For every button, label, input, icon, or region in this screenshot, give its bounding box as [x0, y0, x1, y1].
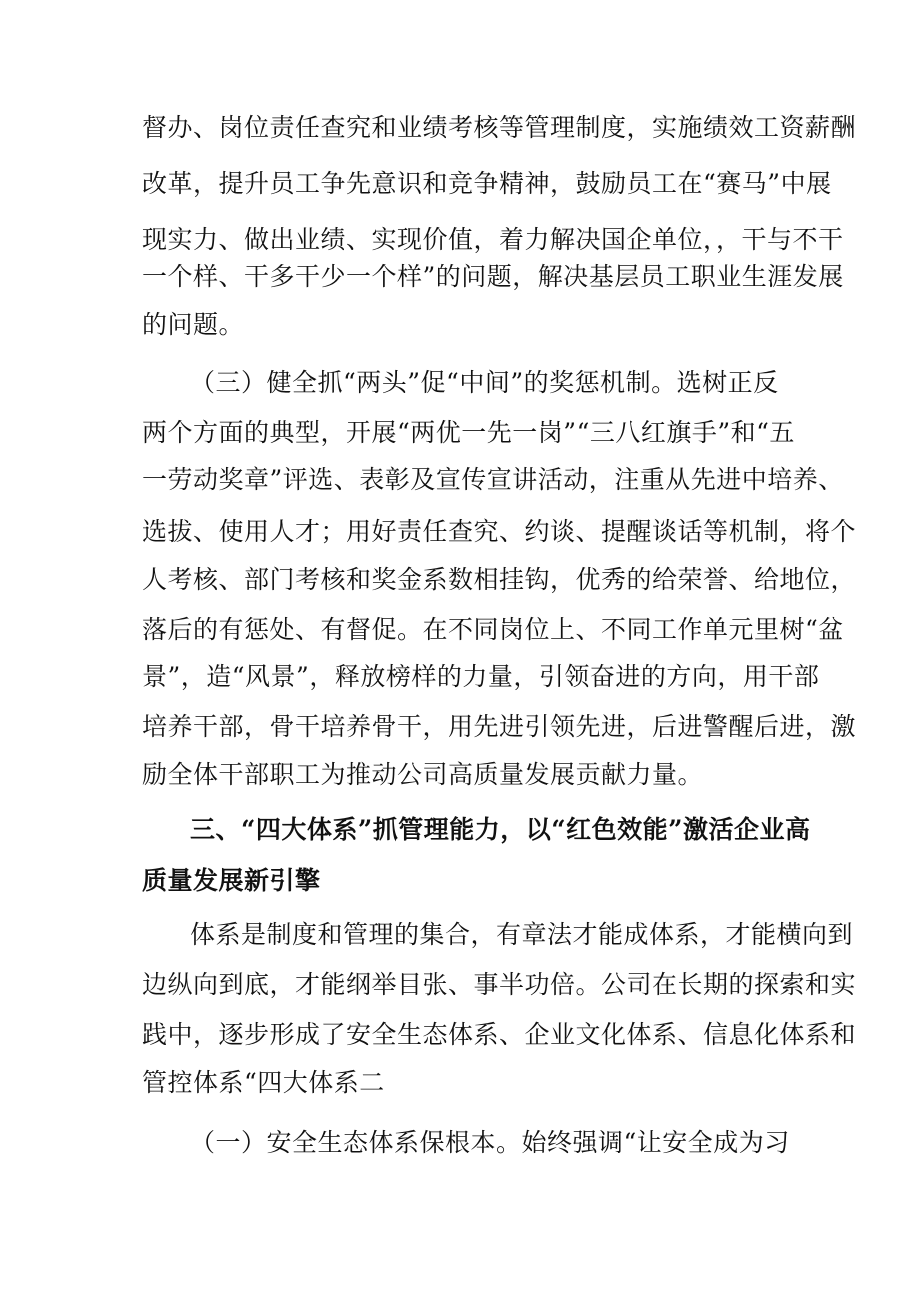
paragraph-line: 两个方面的典型，开展“两优一先一岗”“三八红旗手”和“五	[142, 418, 795, 447]
paragraph-line: 一个样、干多干少一个样”的问题，解决基层员工职业生涯发展	[142, 262, 844, 291]
paragraph-line: 培养干部，骨干培养骨干，用先进引领先进，后进警醒后进，激	[142, 712, 857, 741]
section-heading: 三、“四大体系”抓管理能力，以“红色效能”激活企业高	[190, 815, 811, 844]
paragraph-line: 景”，造“风景”，释放榜样的力量，引领奋进的方向，用干部	[142, 662, 820, 691]
paragraph-line: 体系是制度和管理的集合，有章法才能成体系，才能横向到	[190, 920, 854, 949]
paragraph-line: （一）安全生态体系保根本。始终强调“让安全成为习	[190, 1128, 790, 1157]
paragraph-line: 的问题。	[142, 310, 245, 339]
section-heading: 质量发展新引擎	[142, 866, 321, 895]
paragraph-line: 励全体干部职工为推动公司高质量发展贡献力量。	[142, 760, 704, 789]
paragraph-line: 督办、岗位责任查究和业绩考核等管理制度，实施绩效工资薪酬	[142, 113, 857, 142]
paragraph-line: 一劳动奖章”评选、表彰及宣传宣讲活动，注重从先进中培养、	[142, 465, 844, 494]
paragraph-line: 管控体系“四大体系二	[142, 1068, 385, 1097]
paragraph-line: （三）健全抓“两头”促“中间”的奖惩机制。选树正反	[190, 368, 779, 397]
paragraph-line: 人考核、部门考核和奖金系数相挂钩，优秀的给荣誉、给地位，	[142, 565, 857, 594]
paragraph-line: 边纵向到底，才能纲举目张、事半功倍。公司在长期的探索和实	[142, 970, 857, 999]
paragraph-line: 现实力、做出业绩、实现价值，着力解决国企单位，，干与不干	[142, 225, 844, 254]
paragraph-line: 改革，提升员工争先意识和竞争精神，鼓励员工在“赛马”中展	[142, 169, 832, 198]
paragraph-line: 践中，逐步形成了安全生态体系、企业文化体系、信息化体系和	[142, 1020, 857, 1049]
paragraph-line: 落后的有惩处、有督促。在不同岗位上、不同工作单元里树“盆	[142, 615, 844, 644]
paragraph-line: 选拔、使用人才；用好责任查究、约谈、提醒谈话等机制，将个	[142, 517, 857, 546]
